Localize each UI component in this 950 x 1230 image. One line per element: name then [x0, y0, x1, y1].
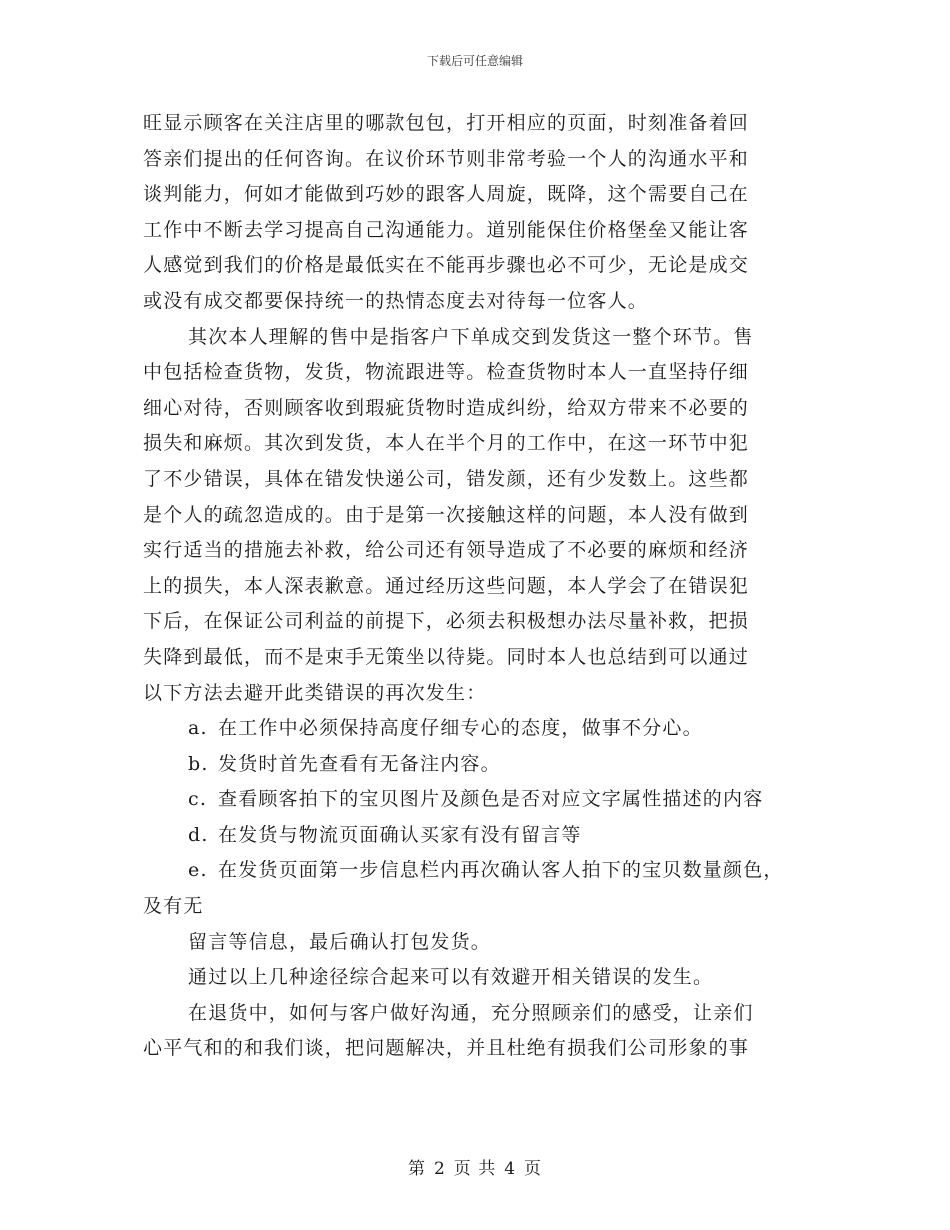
footer-prefix: 第 — [407, 1159, 426, 1179]
text-line: 下后，在保证公司利益的前提下，必须去积极想办法尽量补救，把损 — [143, 610, 750, 633]
text-line: 工作中不断去学习提高自己沟通能力。道别能保住价格堡垒又能让客 — [143, 218, 750, 241]
list-item — [143, 711, 823, 747]
list-item-text: 在发货页面第一步信息栏内再次确认客人拍下的宝贝数量颜色， — [218, 859, 784, 882]
text-line: 在退货中，如何与客户做好沟通，充分照顾亲们的感受，让亲们 — [188, 1001, 754, 1024]
text-line: 损失和麻烦。其次到发货，本人在半个月的工作中，在这一环节中犯 — [143, 432, 750, 455]
text-line: 或没有成交都要保持统一的热情态度去对待每一位客人。 — [143, 289, 649, 312]
text-line: 其次本人理解的售中是指客户下单成交到发货这一整个环节。售 — [188, 325, 754, 348]
list-item — [143, 747, 823, 783]
document-body — [143, 106, 823, 1067]
list-marker: b. — [188, 752, 209, 775]
total-pages: 4 — [504, 1159, 517, 1179]
text-line: 中包括检查货物，发货，物流跟进等。检查货物时本人一直坚持仔细 — [143, 361, 750, 384]
list-item — [143, 853, 823, 889]
page-footer — [0, 1154, 950, 1179]
text-line: 以下方法去避开此类错误的再次发生： — [143, 681, 487, 704]
text-line: 失降到最低，而不是束手无策坐以待毙。同时本人也总结到可以通过 — [143, 645, 750, 668]
current-page-number: 2 — [433, 1159, 446, 1179]
text-line: 实行适当的措施去补救，给公司还有领导造成了不必要的麻烦和经济 — [143, 539, 750, 562]
list-item-text: 发货时首先查看有无备注内容。 — [218, 752, 501, 775]
list-marker: d. — [188, 823, 209, 846]
numbered-list — [143, 711, 823, 889]
text-line: 是个人的疏忽造成的。由于是第一次接触这样的问题，本人没有做到 — [143, 503, 750, 526]
text-line: 心平气和的和我们谈，把问题解决，并且杜绝有损我们公司形象的事 — [143, 1037, 750, 1060]
list-item-text: 在发货与物流页面确认买家有没有留言等 — [218, 823, 582, 846]
list-item — [143, 782, 823, 818]
text-line: 通过以上几种途径综合起来可以有效避开相关错误的发生。 — [188, 966, 714, 989]
text-line: 留言等信息，最后确认打包发货。 — [188, 930, 492, 953]
text-line: 人感觉到我们的价格是最低实在不能再步骤也必不可少，无论是成交 — [143, 254, 750, 277]
list-item-text: 查看顾客拍下的宝贝图片及颜色是否对应文字属性描述的内容 — [218, 788, 764, 811]
footer-middle: 页 共 — [453, 1159, 497, 1179]
body-paragraphs — [143, 106, 823, 711]
list-item-text: 在工作中必须保持高度仔细专心的态度，做事不分心。 — [218, 717, 703, 740]
text-line: 及有无 — [143, 895, 204, 918]
text-line: 答亲们提出的任何咨询。在议价环节则非常考验一个人的沟通水平和 — [143, 147, 750, 170]
page-header: 下载后可任意编辑 — [426, 54, 523, 68]
closing-paragraphs — [143, 889, 823, 1067]
text-line: 了不少错误，具体在错发快递公司，错发颜，还有少发数上。这些都 — [143, 467, 750, 490]
list-marker: e. — [188, 859, 208, 882]
footer-suffix: 页 — [524, 1159, 543, 1179]
text-line: 细心对待，否则顾客收到瑕疵货物时造成纠纷，给双方带来不必要的 — [143, 396, 750, 419]
text-line: 上的损失，本人深表歉意。通过经历这些问题，本人学会了在错误犯 — [143, 574, 750, 597]
list-marker: c. — [188, 788, 208, 811]
list-item — [143, 818, 823, 854]
list-marker: a. — [188, 717, 208, 740]
text-line: 旺显示顾客在关注店里的哪款包包，打开相应的页面，时刻准备着回 — [143, 112, 750, 134]
text-line: 谈判能力，何如才能做到巧妙的跟客人周旋，既降，这个需要自己在 — [143, 183, 750, 206]
